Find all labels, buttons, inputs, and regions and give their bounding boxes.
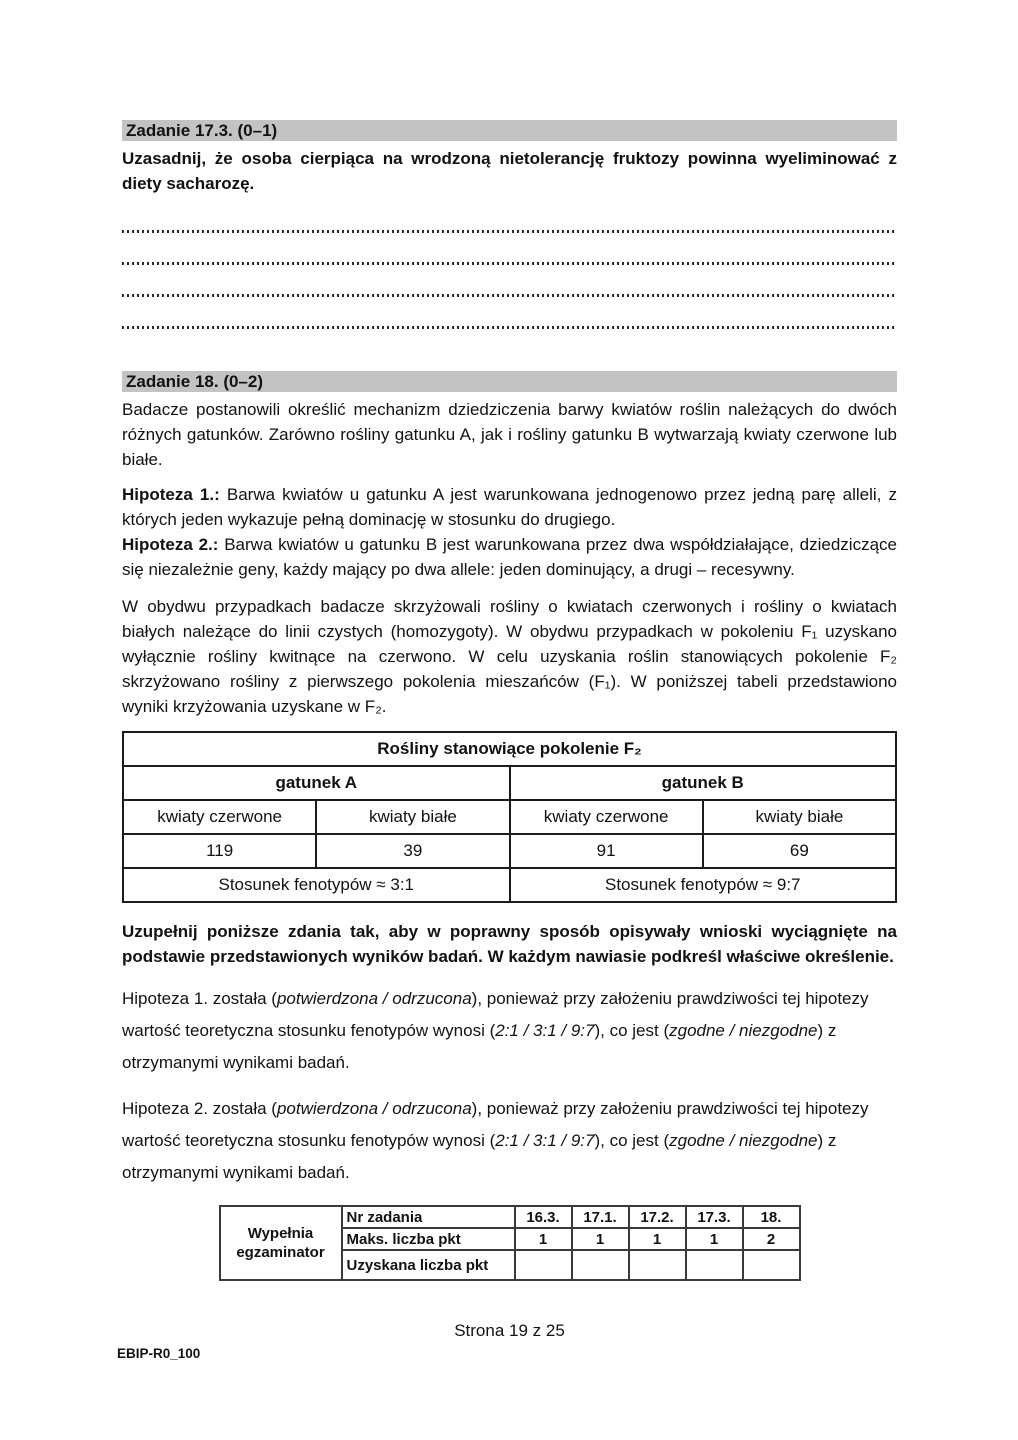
fill-sentence-2: [122, 1093, 897, 1189]
max-points-cell: 1: [572, 1228, 629, 1250]
task-17-3-prompt: Uzasadnij, że osoba cierpiąca na wrodzoną nietolerancję fruktozy powinna wyeliminować z diety sacharozę.: [122, 149, 897, 193]
max-points-cell: 2: [743, 1228, 800, 1250]
ratio-b: Stosunek fenotypów ≈ 9:7: [510, 868, 897, 902]
task-17-3-header-label: Zadanie 17.3. (0–1): [126, 121, 278, 140]
answer-line: [122, 326, 897, 329]
group-b-header: gatunek B: [510, 766, 897, 800]
task-17-3-header: [122, 120, 897, 141]
max-points-cell: 1: [515, 1228, 572, 1250]
answer-line: [122, 262, 897, 265]
hypothesis-2-label: Hipoteza 2.:: [122, 535, 219, 554]
answer-line: [122, 294, 897, 297]
earned-points-empty-cell: [515, 1250, 572, 1280]
earned-points-empty-cell: [743, 1250, 800, 1280]
document-code: EBIP-R0_100: [117, 1346, 201, 1361]
page-number: Strona 19 z 25: [454, 1321, 565, 1340]
fill2-option-ratio: 2:1 / 3:1 / 9:7: [495, 1131, 595, 1150]
task-number-cell: 16.3.: [515, 1206, 572, 1228]
earned-points-empty-cell: [572, 1250, 629, 1280]
col-header-a-red: kwiaty czerwone: [123, 800, 316, 834]
col-header-b-red: kwiaty czerwone: [510, 800, 703, 834]
fill2-option-confirmed-rejected: potwierdzona / odrzucona: [276, 1099, 472, 1118]
earned-points-empty-cell: [629, 1250, 686, 1280]
answer-line: [122, 230, 897, 233]
f2-results-table: [122, 731, 897, 903]
fill1-part2: ), ponieważ przy założeniu prawdziwości tej hipotezy wartość teoretyczna stosunku fenotypów wynosi (: [122, 989, 869, 1040]
col-header-b-white: kwiaty białe: [703, 800, 896, 834]
ratio-a: Stosunek fenotypów ≈ 3:1: [123, 868, 510, 902]
earned-points-row-label: Uzyskana liczba pkt: [342, 1250, 515, 1280]
hypothesis-1-label: Hipoteza 1.:: [122, 485, 220, 504]
task-number-row-label: Nr zadania: [342, 1206, 515, 1228]
col-header-a-white: kwiaty białe: [316, 800, 509, 834]
table-row: [123, 834, 896, 868]
max-points-cell: 1: [686, 1228, 743, 1250]
max-points-cell: 1: [629, 1228, 686, 1250]
fill-sentence-1: [122, 983, 897, 1079]
fill2-part4: ) z otrzymanymi wynikami badań.: [122, 1131, 837, 1182]
fill2-option-consistent: zgodne / niezgodne: [669, 1131, 818, 1150]
examiner-fills-label: Wypełnia egzaminator: [220, 1206, 342, 1280]
value-b-white: 69: [703, 834, 896, 868]
table-row: [220, 1206, 800, 1228]
task-number-cell: 17.1.: [572, 1206, 629, 1228]
fill2-part3: ), co jest (: [594, 1131, 670, 1150]
cross-description: W obydwu przypadkach badacze skrzyżowali rośliny o kwiatach czerwonych i rośliny o kwiatach białych należące do linii czystych (homozygoty). W obydwu przypadkach w pokoleniu F₁ uzyskano wyłącznie rośliny kwitnące na czerwono. W celu uzyskania roślin stanowiących pokolenie F₂ skrzyżowano rośliny z pierwszego pokolenia mieszańców (F₁). W poniższej tabeli przedstawiono wyniki krzyżowania uzyskane w F₂.: [122, 597, 897, 716]
fill2-part2: ), ponieważ przy założeniu prawdziwości tej hipotezy wartość teoretyczna stosunku fenotypów wynosi (: [122, 1099, 869, 1150]
table-title: Rośliny stanowiące pokolenie F₂: [123, 732, 896, 766]
table-row: [123, 868, 896, 902]
task-number-cell: 18.: [743, 1206, 800, 1228]
task-number-cell: 17.2.: [629, 1206, 686, 1228]
fill1-part1: Hipoteza 1. została (: [122, 989, 277, 1008]
answer-lines: [122, 230, 897, 329]
fill1-part4: ) z otrzymanymi wynikami badań.: [122, 1021, 837, 1072]
task-18-intro: Badacze postanowili określić mechanizm dziedziczenia barwy kwiatów roślin należących do dwóch różnych gatunków. Zarówno rośliny gatunku A, jak i rośliny gatunku B wytwarzają kwiaty czerwone lub białe.: [122, 400, 897, 469]
fill1-part3: ), co jest (: [594, 1021, 670, 1040]
max-points-row-label: Maks. liczba pkt: [342, 1228, 515, 1250]
task-number-cell: 17.3.: [686, 1206, 743, 1228]
fill1-option-consistent: zgodne / niezgodne: [669, 1021, 818, 1040]
hypothesis-1-text: Barwa kwiatów u gatunku A jest warunkowana jednogenowo przez jedną parę alleli, z których jeden wykazuje pełną dominację w stosunku do drugiego.: [122, 485, 897, 529]
examiner-score-table: [219, 1205, 801, 1281]
fill2-part1: Hipoteza 2. została (: [122, 1099, 277, 1118]
value-a-white: 39: [316, 834, 509, 868]
hypothesis-1: [122, 482, 897, 532]
fill1-option-ratio: 2:1 / 3:1 / 9:7: [495, 1021, 595, 1040]
group-a-header: gatunek A: [123, 766, 510, 800]
task-18-header: [122, 371, 897, 392]
earned-points-empty-cell: [686, 1250, 743, 1280]
fill1-option-confirmed-rejected: potwierdzona / odrzucona: [276, 989, 472, 1008]
table-row: [123, 732, 896, 766]
hypothesis-2: [122, 532, 897, 582]
hypothesis-2-text: Barwa kwiatów u gatunku B jest warunkowana przez dwa współdziałające, dziedziczące się niezależnie geny, każdy mający po dwa allele: jeden dominujący, a drugi – recesywny.: [122, 535, 897, 579]
value-b-red: 91: [510, 834, 703, 868]
fill-instruction: Uzupełnij poniższe zdania tak, aby w poprawny sposób opisywały wnioski wyciągnięte na podstawie przedstawionych wyników badań. W każdym nawiasie podkreśl właściwe określenie.: [122, 922, 897, 966]
table-row: [123, 800, 896, 834]
table-row: [123, 766, 896, 800]
value-a-red: 119: [123, 834, 316, 868]
task-18-header-label: Zadanie 18. (0–2): [126, 372, 264, 391]
